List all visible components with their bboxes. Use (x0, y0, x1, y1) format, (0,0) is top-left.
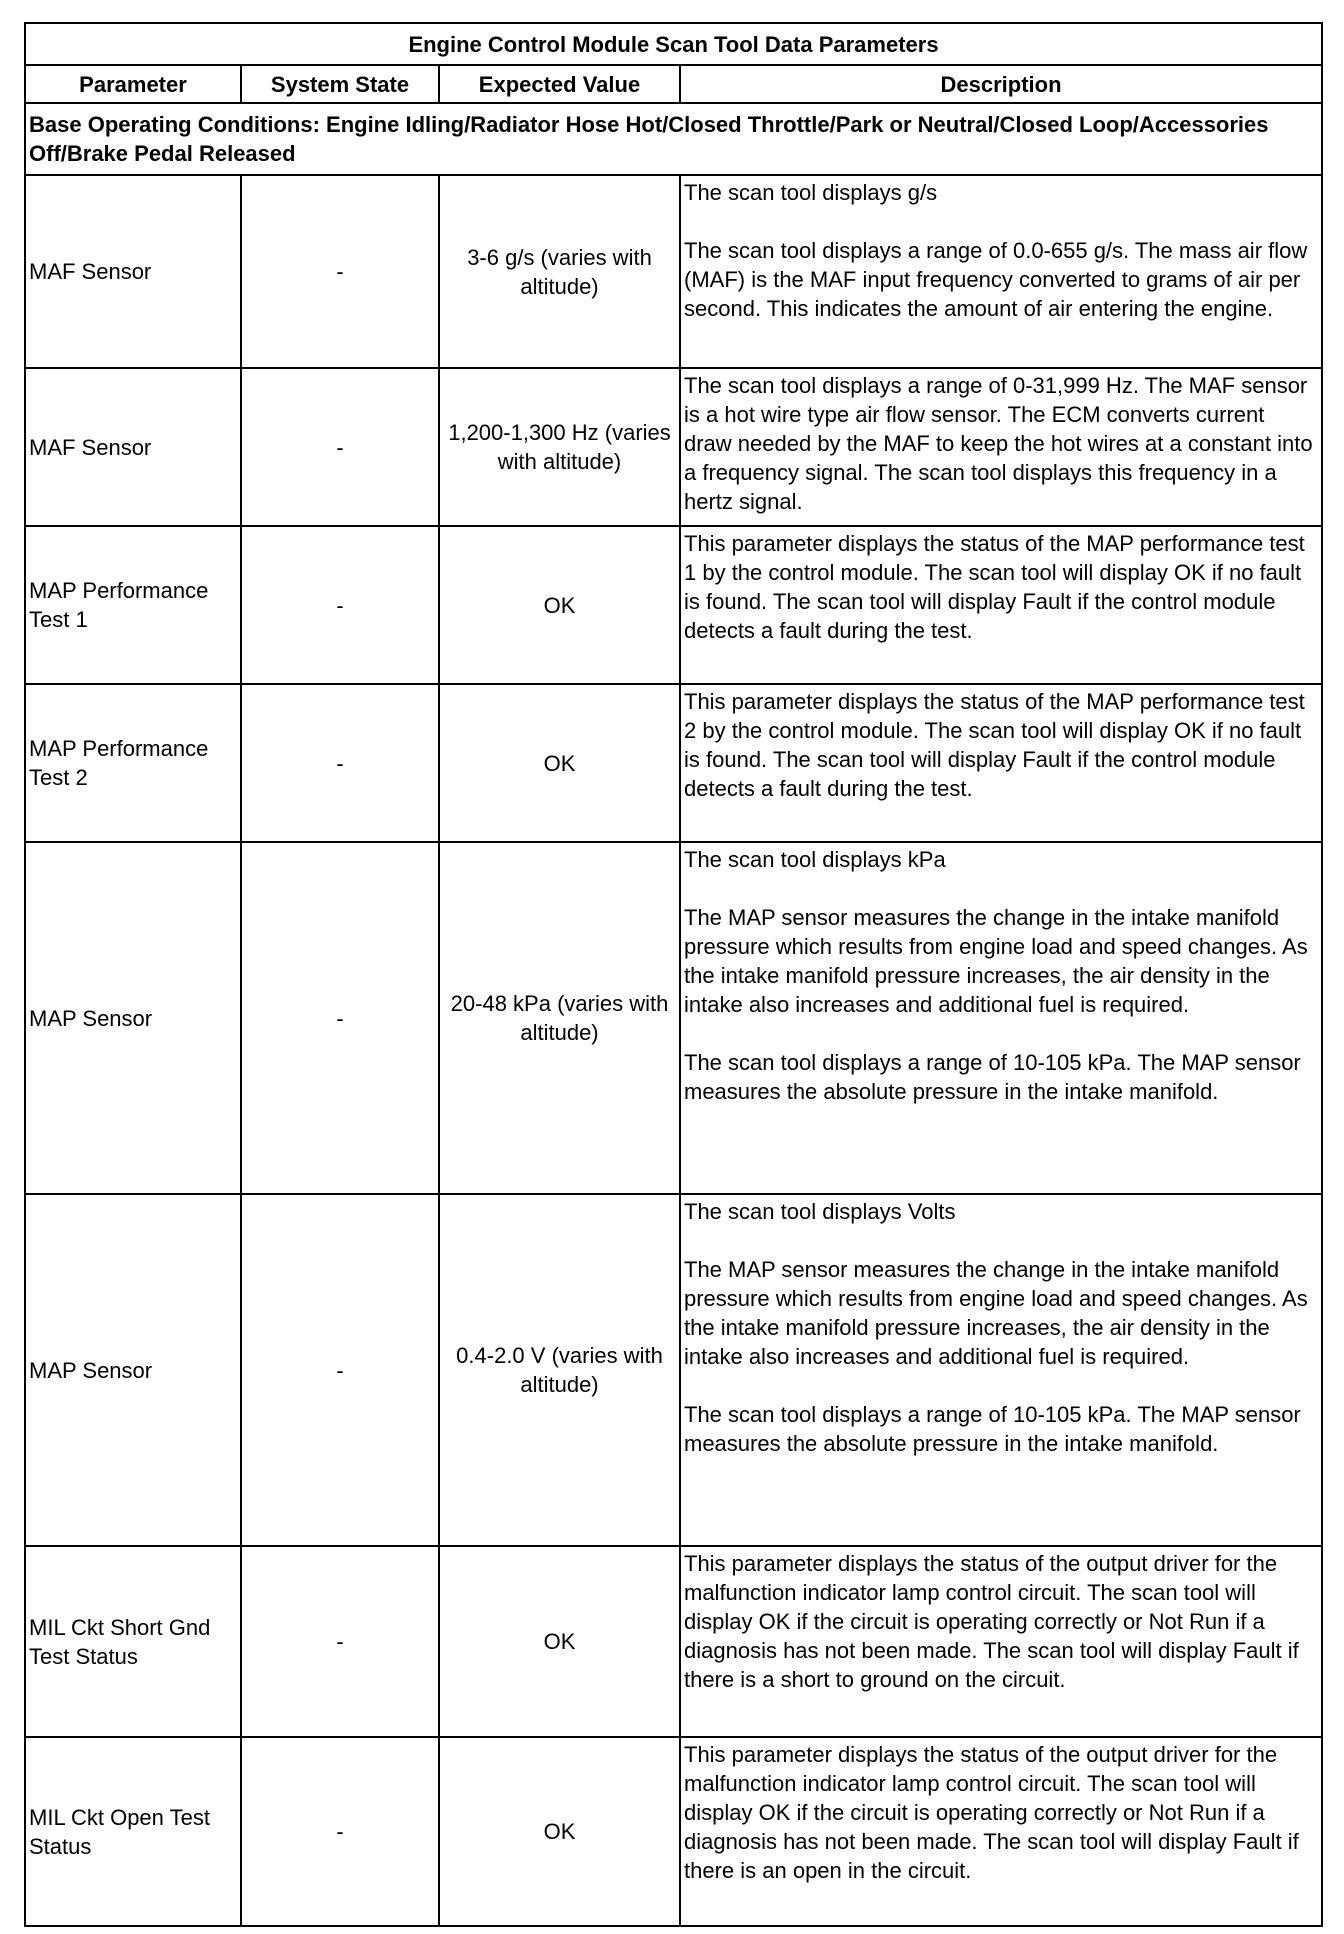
system-state-cell: - (241, 526, 439, 684)
system-state-cell: - (241, 684, 439, 842)
description-paragraph: The scan tool displays Volts (684, 1199, 956, 1224)
description-cell (680, 1194, 1322, 1546)
description-paragraph: The scan tool displays a range of 0-31,999 Hz. The MAF sensor is a hot wire type air flow sensor. The ECM converts current draw needed by the MAF to keep the hot wires at a constant into a frequency signal. The scan tool displays this frequency in a hertz signal. (684, 373, 1313, 514)
expected-value-cell: 3-6 g/s (varies with altitude) (439, 175, 680, 368)
system-state-cell: - (241, 368, 439, 526)
parameter-cell: MIL Ckt Open Test Status (25, 1737, 241, 1926)
description-cell (680, 175, 1322, 368)
table-row (25, 175, 1322, 368)
description-paragraph: The scan tool displays a range of 10-105 kPa. The MAP sensor measures the absolute pressure in the intake manifold. (684, 1050, 1301, 1104)
expected-value-cell: OK (439, 526, 680, 684)
expected-value-cell: 20-48 kPa (varies with altitude) (439, 842, 680, 1194)
expected-value-cell: 0.4-2.0 V (varies with altitude) (439, 1194, 680, 1546)
description-cell (680, 684, 1322, 842)
table-row (25, 1737, 1322, 1926)
description-paragraph: The scan tool displays kPa (684, 847, 946, 872)
header-expected-value: Expected Value (439, 65, 680, 103)
header-system-state: System State (241, 65, 439, 103)
table-row (25, 526, 1322, 684)
description-paragraph: This parameter displays the status of the output driver for the malfunction indicator lamp control circuit. The scan tool will display OK if the circuit is operating correctly or Not Run if a diagnosis has not been made. The scan tool will display Fault if there is a short to ground on the circuit. (684, 1551, 1299, 1692)
description-cell (680, 526, 1322, 684)
table-row (25, 1194, 1322, 1546)
table-row (25, 684, 1322, 842)
description-paragraph: This parameter displays the status of the output driver for the malfunction indicator lamp control circuit. The scan tool will display OK if the circuit is operating correctly or Not Run if a diagnosis has not been made. The scan tool will display Fault if there is an open in the circuit. (684, 1742, 1299, 1883)
description-paragraph: This parameter displays the status of the MAP performance test 2 by the control module. The scan tool will display OK if no fault is found. The scan tool will display Fault if the control module detects a fault during the test. (684, 689, 1305, 801)
parameter-cell: MAP Sensor (25, 1194, 241, 1546)
description-cell (680, 842, 1322, 1194)
description-paragraph: The scan tool displays a range of 10-105 kPa. The MAP sensor measures the absolute pressure in the intake manifold. (684, 1402, 1301, 1456)
system-state-cell: - (241, 1546, 439, 1737)
table-row (25, 368, 1322, 526)
system-state-cell: - (241, 175, 439, 368)
parameter-cell: MAP Performance Test 2 (25, 684, 241, 842)
table-row (25, 842, 1322, 1194)
base-operating-conditions: Base Operating Conditions: Engine Idling/Radiator Hose Hot/Closed Throttle/Park or Neutral/Closed Loop/Accessories Off/Brake Pedal Released (25, 103, 1322, 175)
description-paragraph: The MAP sensor measures the change in the intake manifold pressure which results from engine load and speed changes. As the intake manifold pressure increases, the air density in the intake also increases and additional fuel is required. (684, 905, 1308, 1017)
table-row (25, 1546, 1322, 1737)
description-paragraph: The MAP sensor measures the change in the intake manifold pressure which results from engine load and speed changes. As the intake manifold pressure increases, the air density in the intake also increases and additional fuel is required. (684, 1257, 1308, 1369)
expected-value-cell: 1,200-1,300 Hz (varies with altitude) (439, 368, 680, 526)
description-cell (680, 368, 1322, 526)
parameter-cell: MAP Sensor (25, 842, 241, 1194)
description-cell (680, 1737, 1322, 1926)
header-parameter: Parameter (25, 65, 241, 103)
description-cell (680, 1546, 1322, 1737)
system-state-cell: - (241, 1194, 439, 1546)
system-state-cell: - (241, 842, 439, 1194)
scan-tool-data-table (24, 22, 1323, 1927)
description-paragraph: The scan tool displays a range of 0.0-655 g/s. The mass air flow (MAF) is the MAF input frequency converted to grams of air per second. This indicates the amount of air entering the engine. (684, 238, 1308, 321)
system-state-cell: - (241, 1737, 439, 1926)
description-paragraph: This parameter displays the status of the MAP performance test 1 by the control module. The scan tool will display OK if no fault is found. The scan tool will display Fault if the control module detects a fault during the test. (684, 531, 1305, 643)
expected-value-cell: OK (439, 684, 680, 842)
parameter-cell: MIL Ckt Short Gnd Test Status (25, 1546, 241, 1737)
description-paragraph: The scan tool displays g/s (684, 180, 938, 205)
header-description: Description (680, 65, 1322, 103)
parameter-cell: MAF Sensor (25, 368, 241, 526)
expected-value-cell: OK (439, 1546, 680, 1737)
parameter-cell: MAP Performance Test 1 (25, 526, 241, 684)
table-title: Engine Control Module Scan Tool Data Parameters (25, 23, 1322, 65)
expected-value-cell: OK (439, 1737, 680, 1926)
parameter-cell: MAF Sensor (25, 175, 241, 368)
